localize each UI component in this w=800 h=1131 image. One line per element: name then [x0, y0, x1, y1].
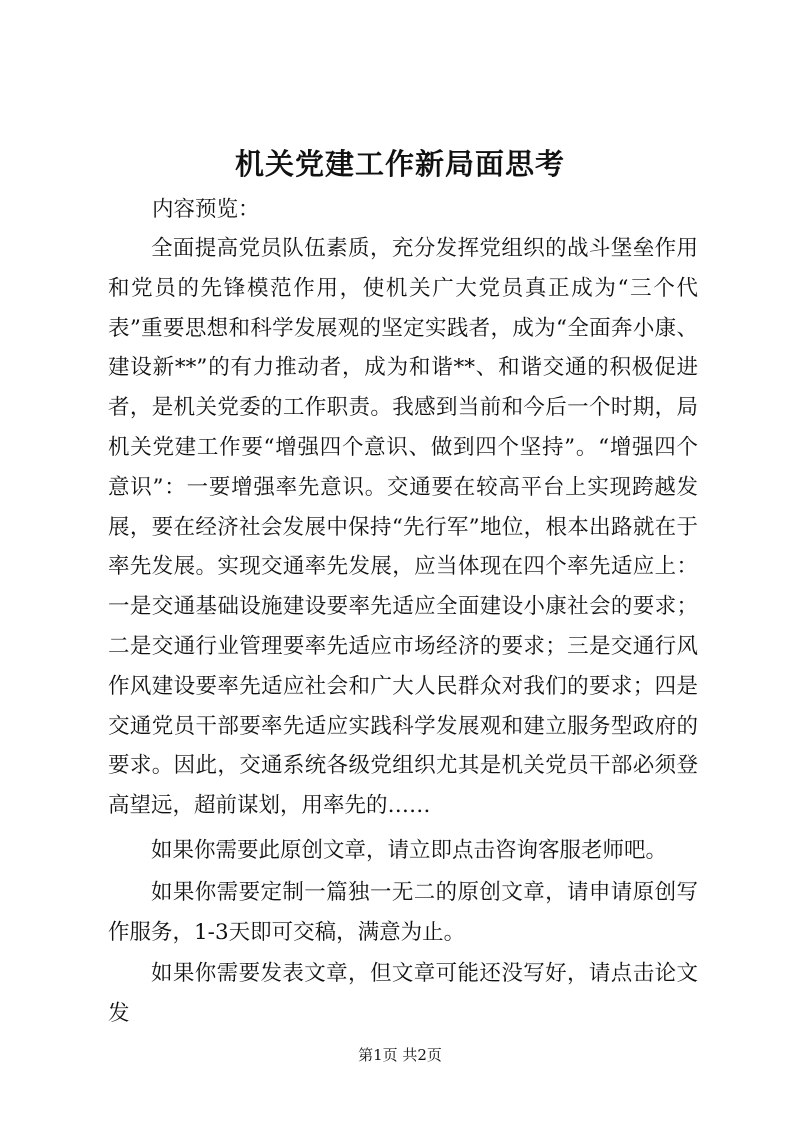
- main-paragraph-block: [108, 229, 698, 826]
- document-title: 机关党建工作新局面思考: [234, 147, 565, 181]
- notes-block: [108, 831, 698, 1036]
- main-paragraph: 全面提高党员队伍素质，充分发挥党组织的战斗堡垒作用和党员的先锋模范作用，使机关广大党员真正成为“三个代表”重要思想和科学发展观的坚定实践者，成为“全面奔小康、建设新**”的有力推动者，成为和谐**、和谐交通的积极促进者，是机关党委的工作职责。我感到当前和今后一个时期，局机关党建工作要“增强四个意识、做到四个坚持”。“增强四个意识”：一要增强率先意识。交通要在较高平台上实现跨越发展，要在经济社会发展中保持“先行军”地位，根本出路就在于率先发展。实现交通率先发展，应当体现在四个率先适应上：一是交通基础设施建设要率先适应全面建设小康社会的要求；二是交通行业管理要率先适应市场经济的要求；三是交通行风作风建设要率先适应社会和广大人民群众对我们的要求；四是交通党员干部要率先适应实践科学发展观和建立服务型政府的要求。因此，交通系统各级党组织尤其是机关党员干部必须登高望远，超前谋划，用率先的……: [108, 236, 698, 819]
- note-publish: 如果你需要发表文章，但文章可能还没写好，请点击论文发: [108, 961, 698, 1027]
- note-consult: 如果你需要此原创文章，请立即点击咨询客服老师吧。: [151, 838, 668, 863]
- note-custom-writing: 如果你需要定制一篇独一无二的原创文章，请申请原创写作服务，1-3天即可交稿，满意为止。: [108, 879, 698, 945]
- preview-label: 内容预览：: [152, 197, 260, 222]
- page-indicator: 第1页 共2页: [358, 1046, 442, 1064]
